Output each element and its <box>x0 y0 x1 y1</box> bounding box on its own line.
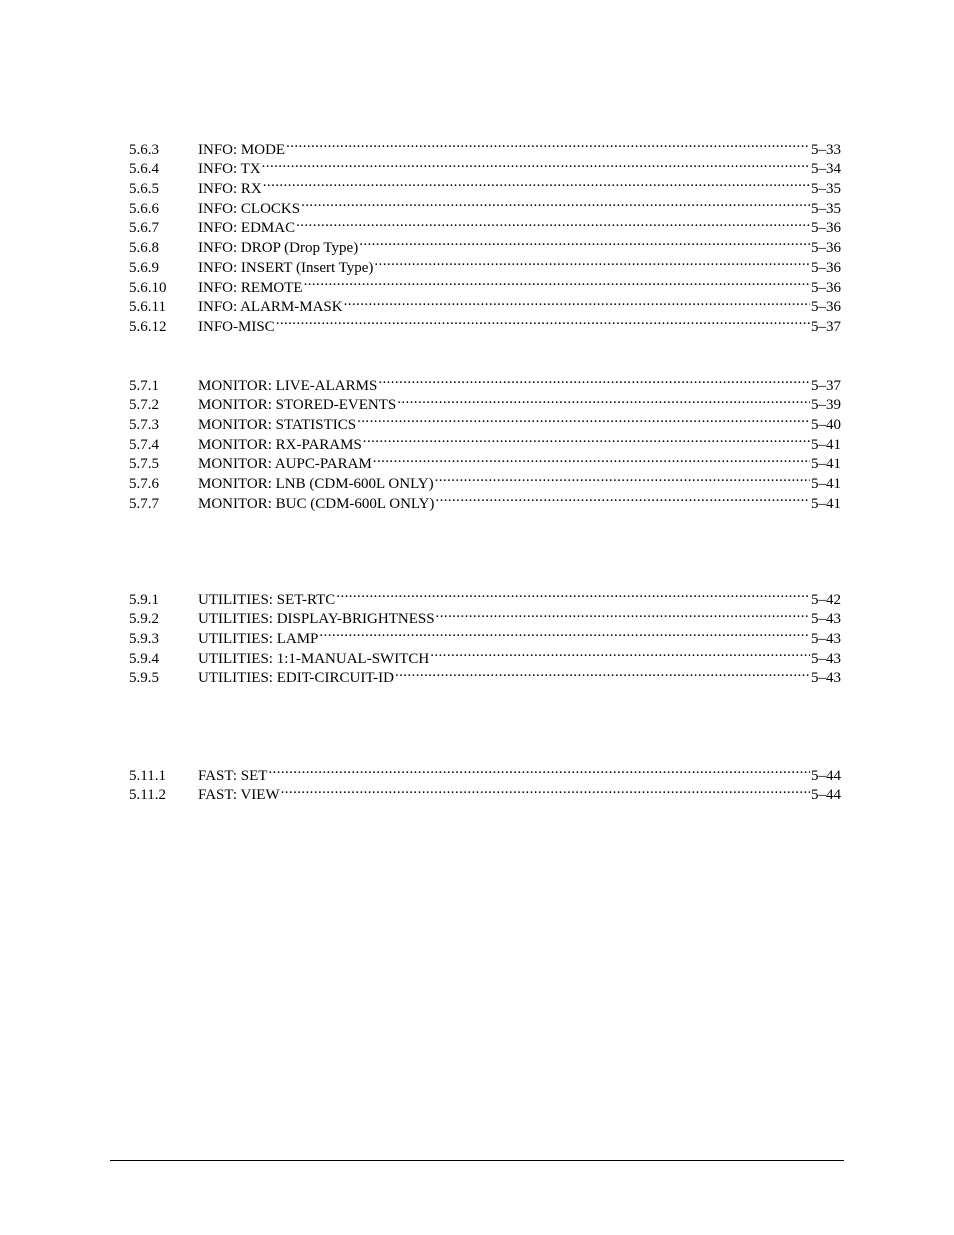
toc-dot-leader <box>263 173 810 193</box>
toc-entry-number: 5.6.8 <box>129 240 159 257</box>
toc-dot-leader <box>319 623 810 643</box>
toc-entry-number: 5.9.4 <box>129 650 159 667</box>
toc-entry-page[interactable]: 5–36 <box>811 220 841 237</box>
toc-entry[interactable] <box>129 370 841 394</box>
toc-group-utilities <box>129 584 841 687</box>
toc-entry-page[interactable]: 5–43 <box>811 631 841 648</box>
toc-entry-number: 5.7.4 <box>129 436 159 453</box>
toc-entry-title[interactable]: MONITOR: BUC (CDM-600L ONLY) <box>198 495 435 512</box>
toc-dot-leader <box>430 643 810 663</box>
toc-entry-number: 5.7.6 <box>129 476 159 493</box>
toc-dot-leader <box>281 780 810 800</box>
toc-entry-title[interactable]: MONITOR: AUPC-PARAM <box>198 456 372 473</box>
toc-entry-page[interactable]: 5–41 <box>811 456 841 473</box>
toc-group-fast <box>129 760 841 804</box>
toc-entry-number: 5.9.5 <box>129 670 159 687</box>
toc-dot-leader <box>286 134 810 154</box>
toc-dot-leader <box>268 760 810 780</box>
toc-entry-number: 5.6.4 <box>129 161 159 178</box>
toc-entry-title[interactable]: INFO: MODE <box>198 141 286 158</box>
toc-entry-title[interactable]: UTILITIES: DISPLAY-BRIGHTNESS <box>198 611 435 628</box>
toc-entry-number: 5.6.7 <box>129 220 159 237</box>
toc-entry-number: 5.6.12 <box>129 318 167 335</box>
toc-entry[interactable] <box>129 760 841 784</box>
toc-entry-page[interactable]: 5–34 <box>811 161 841 178</box>
toc-entry-number: 5.9.2 <box>129 611 159 628</box>
toc-entry-page[interactable]: 5–43 <box>811 611 841 628</box>
toc-entry-number: 5.6.6 <box>129 200 159 217</box>
footer-rule <box>110 1160 844 1161</box>
toc-dot-leader <box>374 252 810 272</box>
toc-group-monitor <box>129 370 841 512</box>
toc-dot-leader <box>336 584 810 604</box>
toc-entry-title[interactable]: MONITOR: STORED-EVENTS <box>198 397 397 414</box>
toc-entry-title[interactable]: MONITOR: STATISTICS <box>198 417 357 434</box>
toc-entry-page[interactable]: 5–37 <box>811 377 841 394</box>
toc-dot-leader <box>436 604 810 624</box>
toc-entry-page[interactable]: 5–39 <box>811 397 841 414</box>
toc-entry-title[interactable]: INFO: INSERT (Insert Type) <box>198 259 374 276</box>
toc-entry-title[interactable]: FAST: VIEW <box>198 787 280 804</box>
toc-dot-leader <box>395 663 810 683</box>
toc-entry-title[interactable]: INFO: EDMAC <box>198 220 296 237</box>
toc-entry-title[interactable]: INFO: CLOCKS <box>198 200 301 217</box>
toc-entry-number: 5.9.3 <box>129 631 159 648</box>
toc-dot-leader <box>373 449 810 469</box>
toc-group-info <box>129 134 841 335</box>
toc-entry-page[interactable]: 5–36 <box>811 259 841 276</box>
toc-entry-page[interactable]: 5–42 <box>811 591 841 608</box>
toc-entry-page[interactable]: 5–41 <box>811 436 841 453</box>
toc-dot-leader <box>359 232 810 252</box>
toc-entry-title[interactable]: INFO-MISC <box>198 318 275 335</box>
toc-entry[interactable] <box>129 134 841 158</box>
toc-entry-number: 5.6.10 <box>129 279 167 296</box>
toc-entry-number: 5.7.2 <box>129 397 159 414</box>
toc-entry-number: 5.11.1 <box>129 767 166 784</box>
toc-entry-page[interactable]: 5–37 <box>811 318 841 335</box>
toc-entry-title[interactable]: FAST: SET <box>198 767 268 784</box>
toc-entry-page[interactable]: 5–36 <box>811 299 841 316</box>
toc-dot-leader <box>276 311 810 331</box>
toc-entry-page[interactable]: 5–35 <box>811 181 841 198</box>
toc-entry-number: 5.7.3 <box>129 417 159 434</box>
toc-dot-leader <box>378 370 810 390</box>
toc-entry-title[interactable]: MONITOR: LIVE-ALARMS <box>198 377 378 394</box>
toc-entry-title[interactable]: UTILITIES: LAMP <box>198 631 319 648</box>
toc-dot-leader <box>296 213 810 233</box>
toc-entry-page[interactable]: 5–36 <box>811 240 841 257</box>
toc-entry-page[interactable]: 5–41 <box>811 495 841 512</box>
toc-entry-number: 5.7.1 <box>129 377 159 394</box>
toc-entry-title[interactable]: INFO: DROP (Drop Type) <box>198 240 359 257</box>
toc-dot-leader <box>262 154 810 174</box>
toc-entry-title[interactable]: MONITOR: RX-PARAMS <box>198 436 362 453</box>
toc-entry-page[interactable]: 5–43 <box>811 670 841 687</box>
toc-entry-page[interactable]: 5–35 <box>811 200 841 217</box>
toc-entry-title[interactable]: INFO: REMOTE <box>198 279 303 296</box>
toc-entry-number: 5.7.7 <box>129 495 159 512</box>
toc-entry-number: 5.6.9 <box>129 259 159 276</box>
toc-entry-page[interactable]: 5–44 <box>811 787 841 804</box>
toc-dot-leader <box>304 272 810 292</box>
toc-entry-title[interactable]: UTILITIES: SET-RTC <box>198 591 336 608</box>
toc-entry-title[interactable]: UTILITIES: 1:1-MANUAL-SWITCH <box>198 650 430 667</box>
toc-entry[interactable] <box>129 584 841 608</box>
toc-entry-page[interactable]: 5–36 <box>811 279 841 296</box>
toc-dot-leader <box>363 429 810 449</box>
toc-dot-leader <box>435 468 810 488</box>
toc-entry-number: 5.6.3 <box>129 141 159 158</box>
toc-entry-page[interactable]: 5–44 <box>811 767 841 784</box>
toc-entry-page[interactable]: 5–33 <box>811 141 841 158</box>
toc-dot-leader <box>435 488 810 508</box>
toc-entry-title[interactable]: INFO: ALARM-MASK <box>198 299 343 316</box>
toc-entry-title[interactable]: MONITOR: LNB (CDM-600L ONLY) <box>198 476 434 493</box>
toc-entry-title[interactable]: UTILITIES: EDIT-CIRCUIT-ID <box>198 670 394 687</box>
toc-entry-page[interactable]: 5–40 <box>811 417 841 434</box>
toc-entry-title[interactable]: INFO: RX <box>198 181 262 198</box>
toc-dot-leader <box>301 193 810 213</box>
toc-dot-leader <box>397 390 810 410</box>
toc-entry-title[interactable]: INFO: TX <box>198 161 261 178</box>
toc-entry-page[interactable]: 5–43 <box>811 650 841 667</box>
toc-entry-number: 5.7.5 <box>129 456 159 473</box>
toc-entry-page[interactable]: 5–41 <box>811 476 841 493</box>
toc-entry-number: 5.9.1 <box>129 591 159 608</box>
toc-dot-leader <box>344 292 810 312</box>
toc-dot-leader <box>357 409 810 429</box>
toc-entry-number: 5.6.11 <box>129 299 166 316</box>
toc-entry-number: 5.6.5 <box>129 181 159 198</box>
toc-entry-number: 5.11.2 <box>129 787 166 804</box>
